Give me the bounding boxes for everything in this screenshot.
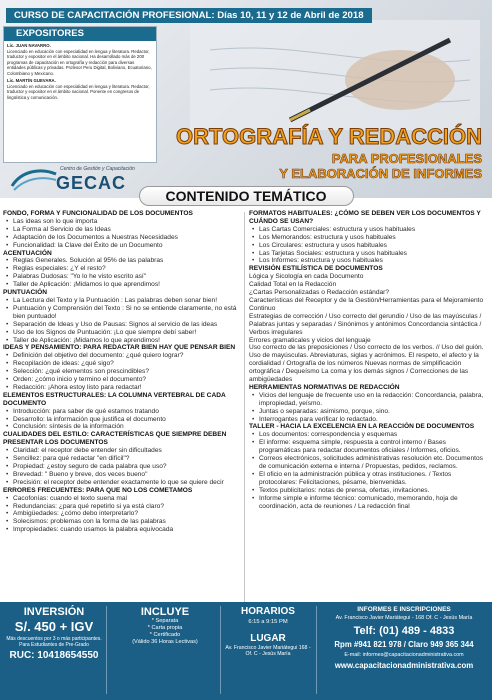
phone-number: Telf: (01) 489 - 4833 <box>353 625 455 637</box>
expositores-title: EXPOSITORES <box>4 27 156 41</box>
content-title-bar <box>0 186 492 206</box>
bullet-item: • Textos publicitarios: notas de prensa, ofertas, invitaciones. <box>249 487 489 495</box>
email-address: E-mail: informes@capacitacionadministrativa.com <box>344 652 464 658</box>
content-line: Errores gramaticales y vicios del lenguaje <box>249 336 371 344</box>
bullet-item: • Palabras Dudosas: "Yo lo he visto escrito así" <box>3 273 241 281</box>
content-title: CONTENIDO TEMÁTICO <box>139 186 354 206</box>
bullet-item: • Separación de Ideas y Uso de Pausas: Signos al servicio de las ideas <box>3 321 241 329</box>
section-heading: FONDO, FORMA Y FUNCIONALIDAD DE LOS DOCUMENTOS <box>3 210 193 217</box>
bullet-item: • Recopilación de ideas: ¿qué sigo? <box>3 360 241 368</box>
right-content-column <box>249 210 489 510</box>
content-line: Estrategias de corrección / Uso correcto del gerundio / Uso de las mayúsculas / Palabras juntas y separadas / Sinónimos y antónimos Concordancia sintáctica / Verbos irregulares <box>249 312 482 336</box>
bullet-item: • El oficio en la administración pública y otras instituciones. / Textos protocolares: Felicitaciones, pésame, bienvenidas. <box>249 471 489 487</box>
incluye-item: * Carta propia <box>147 625 183 631</box>
horarios-block <box>222 606 314 658</box>
bullet-item: • Conclusión: síntesis de la información <box>3 423 241 431</box>
horarios-value: 6:15 a 9:15 PM <box>248 619 288 625</box>
content-line: Características del Receptor y de la Gestión/Herramientas para el Mejoramiento Continuo <box>249 296 484 312</box>
bullet-item: • Orden: ¿cómo inicio y termino el documento? <box>3 376 241 384</box>
footer-divider <box>220 606 221 694</box>
bullet-item: • Adaptación de los Documentos a Nuestras Necesidades <box>3 234 241 242</box>
section-heading: IDEAS Y PENSAMIENTO: PARA REDACTAR BIEN HAY QUE PENSAR BIEN <box>3 344 236 352</box>
course-subtitle-2: Y ELABORACIÓN DE INFORMES <box>279 166 482 181</box>
bullet-item: • Los Memorandos: estructura y usos habituales <box>249 234 489 242</box>
bullet-item: • Redundancias: ¿para qué repetirlo si ya está claro? <box>3 503 241 511</box>
footer-divider <box>316 606 317 694</box>
bullet-item: • Brevedad: " Bueno y breve, dos veces bueno" <box>3 471 241 479</box>
bullet-item: • Reglas especiales: ¿Y el resto? <box>3 265 241 273</box>
logo-tagline: Centro de Gestión y Capacitación <box>60 166 135 172</box>
bullet-item: • Interrogantes para verificar lo redactado. <box>249 416 489 424</box>
bullet-item: • Puntuación y Comprensión del Texto : Si no se entiende claramente, no está bien puntuado! <box>3 305 241 321</box>
incluye-item: (Válido 36 Horas Lectivas) <box>132 639 198 645</box>
course-banner: CURSO DE CAPACITACIÓN PROFESIONAL: Días 10, 11 y 12 de Abril de 2018 <box>6 8 372 23</box>
incluye-block <box>110 606 220 646</box>
bullet-item: • Claridad: el receptor debe entender sin dificultades <box>3 447 241 455</box>
bullet-item: • Propiedad: ¿estoy seguro de cada palabra que uso? <box>3 463 241 471</box>
bullet-item: • El informe: esquema simple, respuesta a control interno / Bases programáticas para redactar documentos oficiales / Informes, oficios. <box>249 439 489 455</box>
bullet-item: • Vicios del lenguaje de frecuente uso en la redacción: Concordancia, palabra, impropiedad, yeísmo. <box>249 392 489 408</box>
bullet-item: • Las Tarjetas Sociales: estructura y usos habituales <box>249 250 489 258</box>
bullet-item: • La Lectura del Texto y la Puntuación : Las palabras deben sonar bien! <box>3 297 241 305</box>
course-title: ORTOGRAFÍA Y REDACCIÓN <box>176 124 482 149</box>
bullet-item: • Impropiedades: cuando usamos la palabra equivocada <box>3 526 241 534</box>
incluye-item: * Separata <box>151 618 179 624</box>
inversion-title: INVERSIÓN <box>23 606 85 618</box>
bullet-item: • Los documentos: correspondencia y esquemas <box>249 431 489 439</box>
inversion-price: S/. 450 + IGV <box>14 619 94 634</box>
inscripciones-block <box>318 606 490 670</box>
section-heading: HERRAMIENTAS NORMATIVAS DE REDACCIÓN <box>249 383 400 391</box>
expositor-name: Lic. JUAN NAVARRO. <box>7 43 51 48</box>
course-subtitle-1: PARA PROFESIONALES <box>331 151 482 166</box>
bullet-item: • Los Informes: estructura y usos habituales <box>249 257 489 265</box>
bullet-item: • Ambigüedades: ¿cómo debo interpretarlo? <box>3 510 241 518</box>
expositor-profile: Licenciado en educación con especialidad en lengua y literatura. Redactor, traductor y expositor en el ámbito nacional. Ponente en congresos de lingüística y comunicación. <box>7 83 150 100</box>
incluye-title: INCLUYE <box>140 606 190 618</box>
bullet-item: • Redacción: ¡Ahora estoy listo para redactar! <box>3 384 241 392</box>
logo-name: GECAC <box>56 173 127 193</box>
lugar-value: Av. Francisco Javier Mariátegui 168 - Of. C - Jesús María <box>225 645 311 658</box>
section-heading: REVISIÓN ESTILÍSTICA DE DOCUMENTOS <box>249 265 383 273</box>
bullet-item: • Reglas Generales. Solución al 95% de las palabras <box>3 257 241 265</box>
bullet-item: • Los Circulares: estructura y usos habituales <box>249 242 489 250</box>
column-divider <box>244 212 245 602</box>
bullet-item: • Desarrollo: la información que justifica el documento <box>3 416 241 424</box>
bullet-item: • Cacofonías: cuando el texto suena mal <box>3 495 241 503</box>
bullet-item: • Sencillez: para qué redactar "en difícil"? <box>3 455 241 463</box>
bullet-item: • Las Cartas Comerciales: estructura y usos habituales <box>249 226 489 234</box>
bullet-item: • Taller de Aplicación: ¡Midamos lo que aprendimos! <box>3 281 241 289</box>
bullet-item: • Juntas o separadas: asimismo, porque, sino. <box>249 408 489 416</box>
content-line: Uso correcto de las preposiciones / Uso correcto de los verbos. // Uso del guión. Uso de mayúsculas. Abreviaturas, siglas y acrónimos. El respeto, el afecto y la cordialidad / Ortografía de los números Nuevas normas de simplificación ortográfica / Dequeísmo La coma y los demás signos / Correcciones de las ambigüedades <box>249 344 484 384</box>
bullet-item: • Solecismos: problemas con la forma de las palabras <box>3 518 241 526</box>
bullet-item: • Taller de Aplicación: ¡Midamos lo que aprendimos! <box>3 337 241 345</box>
footer-divider <box>106 606 107 694</box>
mobile-numbers: Rpm #941 821 978 / Claro 949 365 344 <box>334 640 474 649</box>
expositor-profile: Licenciado en educación con especialidad en lengua y literatura. Redactor, traductor y expositor en el ámbito nacional. Ha desarrollado más de 200 programas de capacitación en ortografía y redacción para diversas entidades públicas y privadas. Profesor Peru Digital, Boliviano, Ecuatoriano, Colombiano y Mexicano. <box>7 48 152 76</box>
bullet-item: • Correos electrónicos, solicitudes administrativas resolución etc. Documentos de comunicación externa e interna / Propuestas, pedidos, reclamos. <box>249 455 489 471</box>
bullet-item: • Uso de los Signos de Puntuación: ¡Lo que siempre debí saber! <box>3 329 241 337</box>
website-link[interactable]: www.capacitacionadministrativa.com <box>334 661 474 670</box>
section-heading: ERRORES FRECUENTES: PARA QUE NO LOS COMETAMOS <box>3 486 193 494</box>
expositor-name: Lic. MARTÍN GUEVARA. <box>7 78 56 84</box>
section-heading: PUNTUACIÓN <box>3 289 47 297</box>
section-heading: FORMATOS HABITUALES: ¿CÓMO SE DEBEN VER LOS DOCUMENTOS Y CUÁNDO SE USAN? <box>249 210 481 225</box>
content-line: ¿Cartas Personalizadas o Redacción estándar? <box>249 289 390 297</box>
lugar-title: LUGAR <box>250 633 286 644</box>
bullet-item: • Informe simple e informe técnico: comunicado, memorando, hoja de coordinación, acta de reuniones / La redacción final <box>249 495 489 511</box>
bullet-item: • Selección: ¿qué elementos son prescindibles? <box>3 368 241 376</box>
section-heading: ACENTUACIÓN <box>3 249 52 257</box>
bullet-item: • Introducción: para saber de qué estamos tratando <box>3 408 241 416</box>
inversion-note: Más descuentos por 3 o más participantes. Para Estudiantes de Pre-Grado <box>6 636 102 648</box>
section-heading: ELEMENTOS ESTRUCTURALES: LA COLUMNA VERTEBRAL DE CADA DOCUMENTO <box>3 391 226 407</box>
inscripciones-title: INFORMES E INSCRIPCIONES <box>357 606 451 613</box>
bullet-item: • Las ideas son lo que importa <box>3 218 241 226</box>
inscripciones-address: Av. Francisco Javier Mariátegui - 168 Of. C - Jesús María <box>335 615 473 621</box>
ruc-number: RUC: 10418654550 <box>9 650 99 661</box>
header-panel <box>0 0 492 198</box>
incluye-item: * Certificado <box>149 632 181 638</box>
section-heading: CUALIDADES DEL ESTILO: CARACTERÍSTICAS QUE SIEMPRE DEBEN PRESENTAR LOS DOCUMENTOS <box>3 431 227 447</box>
expositores-box <box>3 26 157 163</box>
content-line: Lógica y Sicología en cada Documento <box>249 273 364 281</box>
left-content-column <box>3 210 241 534</box>
content-line: Calidad Total en la Redacción <box>249 281 337 289</box>
pen-hand-illustration <box>150 10 492 140</box>
horarios-title: HORARIOS <box>241 606 295 617</box>
inversion-block <box>4 606 104 661</box>
bullet-item: • La Forma al Servicio de las Ideas <box>3 226 241 234</box>
bullet-item: • Funcionalidad: la Clave del Éxito de un Documento <box>3 242 241 250</box>
bullet-item: • Precisión: el receptor debe entender exactamente lo que se quiere decir <box>3 479 241 487</box>
section-heading: TALLER - HACIA LA EXCELENCIA EN LA REACCIÓN DE DOCUMENTOS <box>249 423 475 431</box>
bullet-item: • Definición del objetivo del documento: ¿qué quiero lograr? <box>3 352 241 360</box>
